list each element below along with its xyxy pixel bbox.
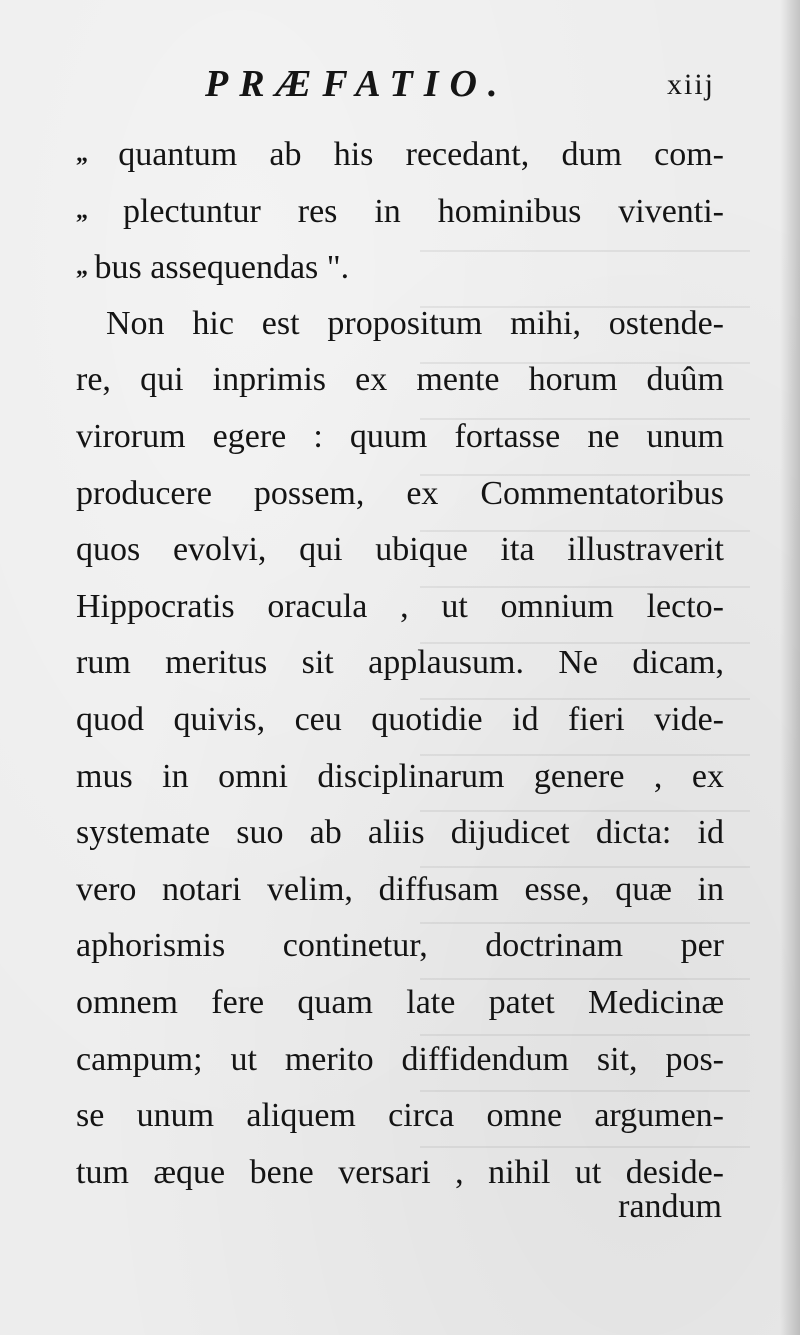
text-line xyxy=(76,1088,724,1145)
line-text: quos evolvi, qui ubique ita illustraverit xyxy=(76,531,724,569)
text-line xyxy=(76,126,724,183)
text-line xyxy=(76,975,724,1032)
line-text: re, qui inprimis ex mente horum duûm xyxy=(76,361,724,399)
text-line xyxy=(76,466,724,523)
quote-mark: „ xyxy=(76,254,86,281)
line-text: virorum egere : quum fortasse ne unum xyxy=(76,417,724,455)
text-line xyxy=(76,183,724,240)
text-line xyxy=(76,409,724,466)
line-text: vero notari velim, diffusam esse, quæ in xyxy=(76,870,724,908)
line-text: quantum ab his recedant, dum com- xyxy=(118,136,724,173)
line-text: quod quivis, ceu quotidie id fieri vide- xyxy=(76,700,724,738)
running-title: PRÆFATIO. xyxy=(205,63,509,105)
page-header xyxy=(205,62,725,112)
line-text: producere possem, ex Commentatoribus xyxy=(76,474,724,512)
text-line xyxy=(76,239,724,296)
text-line xyxy=(76,522,724,579)
text-line xyxy=(76,635,724,692)
quote-mark: „ xyxy=(76,197,86,224)
line-text: Non hic est propositum mihi, ostende- xyxy=(106,304,724,342)
quote-mark: „ xyxy=(76,141,86,167)
line-text: aphorismis continetur, doctrinam per xyxy=(76,927,724,965)
line-text: rum meritus sit applausum. Ne dicam, xyxy=(76,644,724,682)
page-number: xiij xyxy=(666,68,715,101)
line-text: plectuntur res in hominibus viventi- xyxy=(122,192,724,230)
text-line xyxy=(76,805,724,862)
catchword: randum xyxy=(618,1188,722,1225)
text-line xyxy=(76,1032,724,1089)
text-line xyxy=(76,918,724,975)
text-line xyxy=(76,692,724,749)
text-line xyxy=(76,749,724,806)
text-line xyxy=(76,296,724,353)
line-text: tum æque bene versari , nihil ut deside- xyxy=(76,1153,724,1191)
text-line xyxy=(76,862,724,919)
body-text xyxy=(76,126,724,1201)
line-text: mus in omni disciplinarum genere , ex xyxy=(76,757,724,795)
line-text: systemate suo ab aliis dijudicet dicta: id xyxy=(76,814,724,852)
line-text: campum; ut merito diffidendum sit, pos- xyxy=(76,1040,724,1078)
page-edge-shadow xyxy=(780,0,800,1335)
text-line xyxy=(76,352,724,409)
text-line xyxy=(76,579,724,636)
line-text: Hippocratis oracula , ut omnium lecto- xyxy=(76,587,724,625)
line-text: se unum aliquem circa omne argumen- xyxy=(76,1097,724,1135)
line-text: omnem fere quam late patet Medicinæ xyxy=(76,983,724,1021)
line-text: bus assequendas ". xyxy=(94,249,350,287)
